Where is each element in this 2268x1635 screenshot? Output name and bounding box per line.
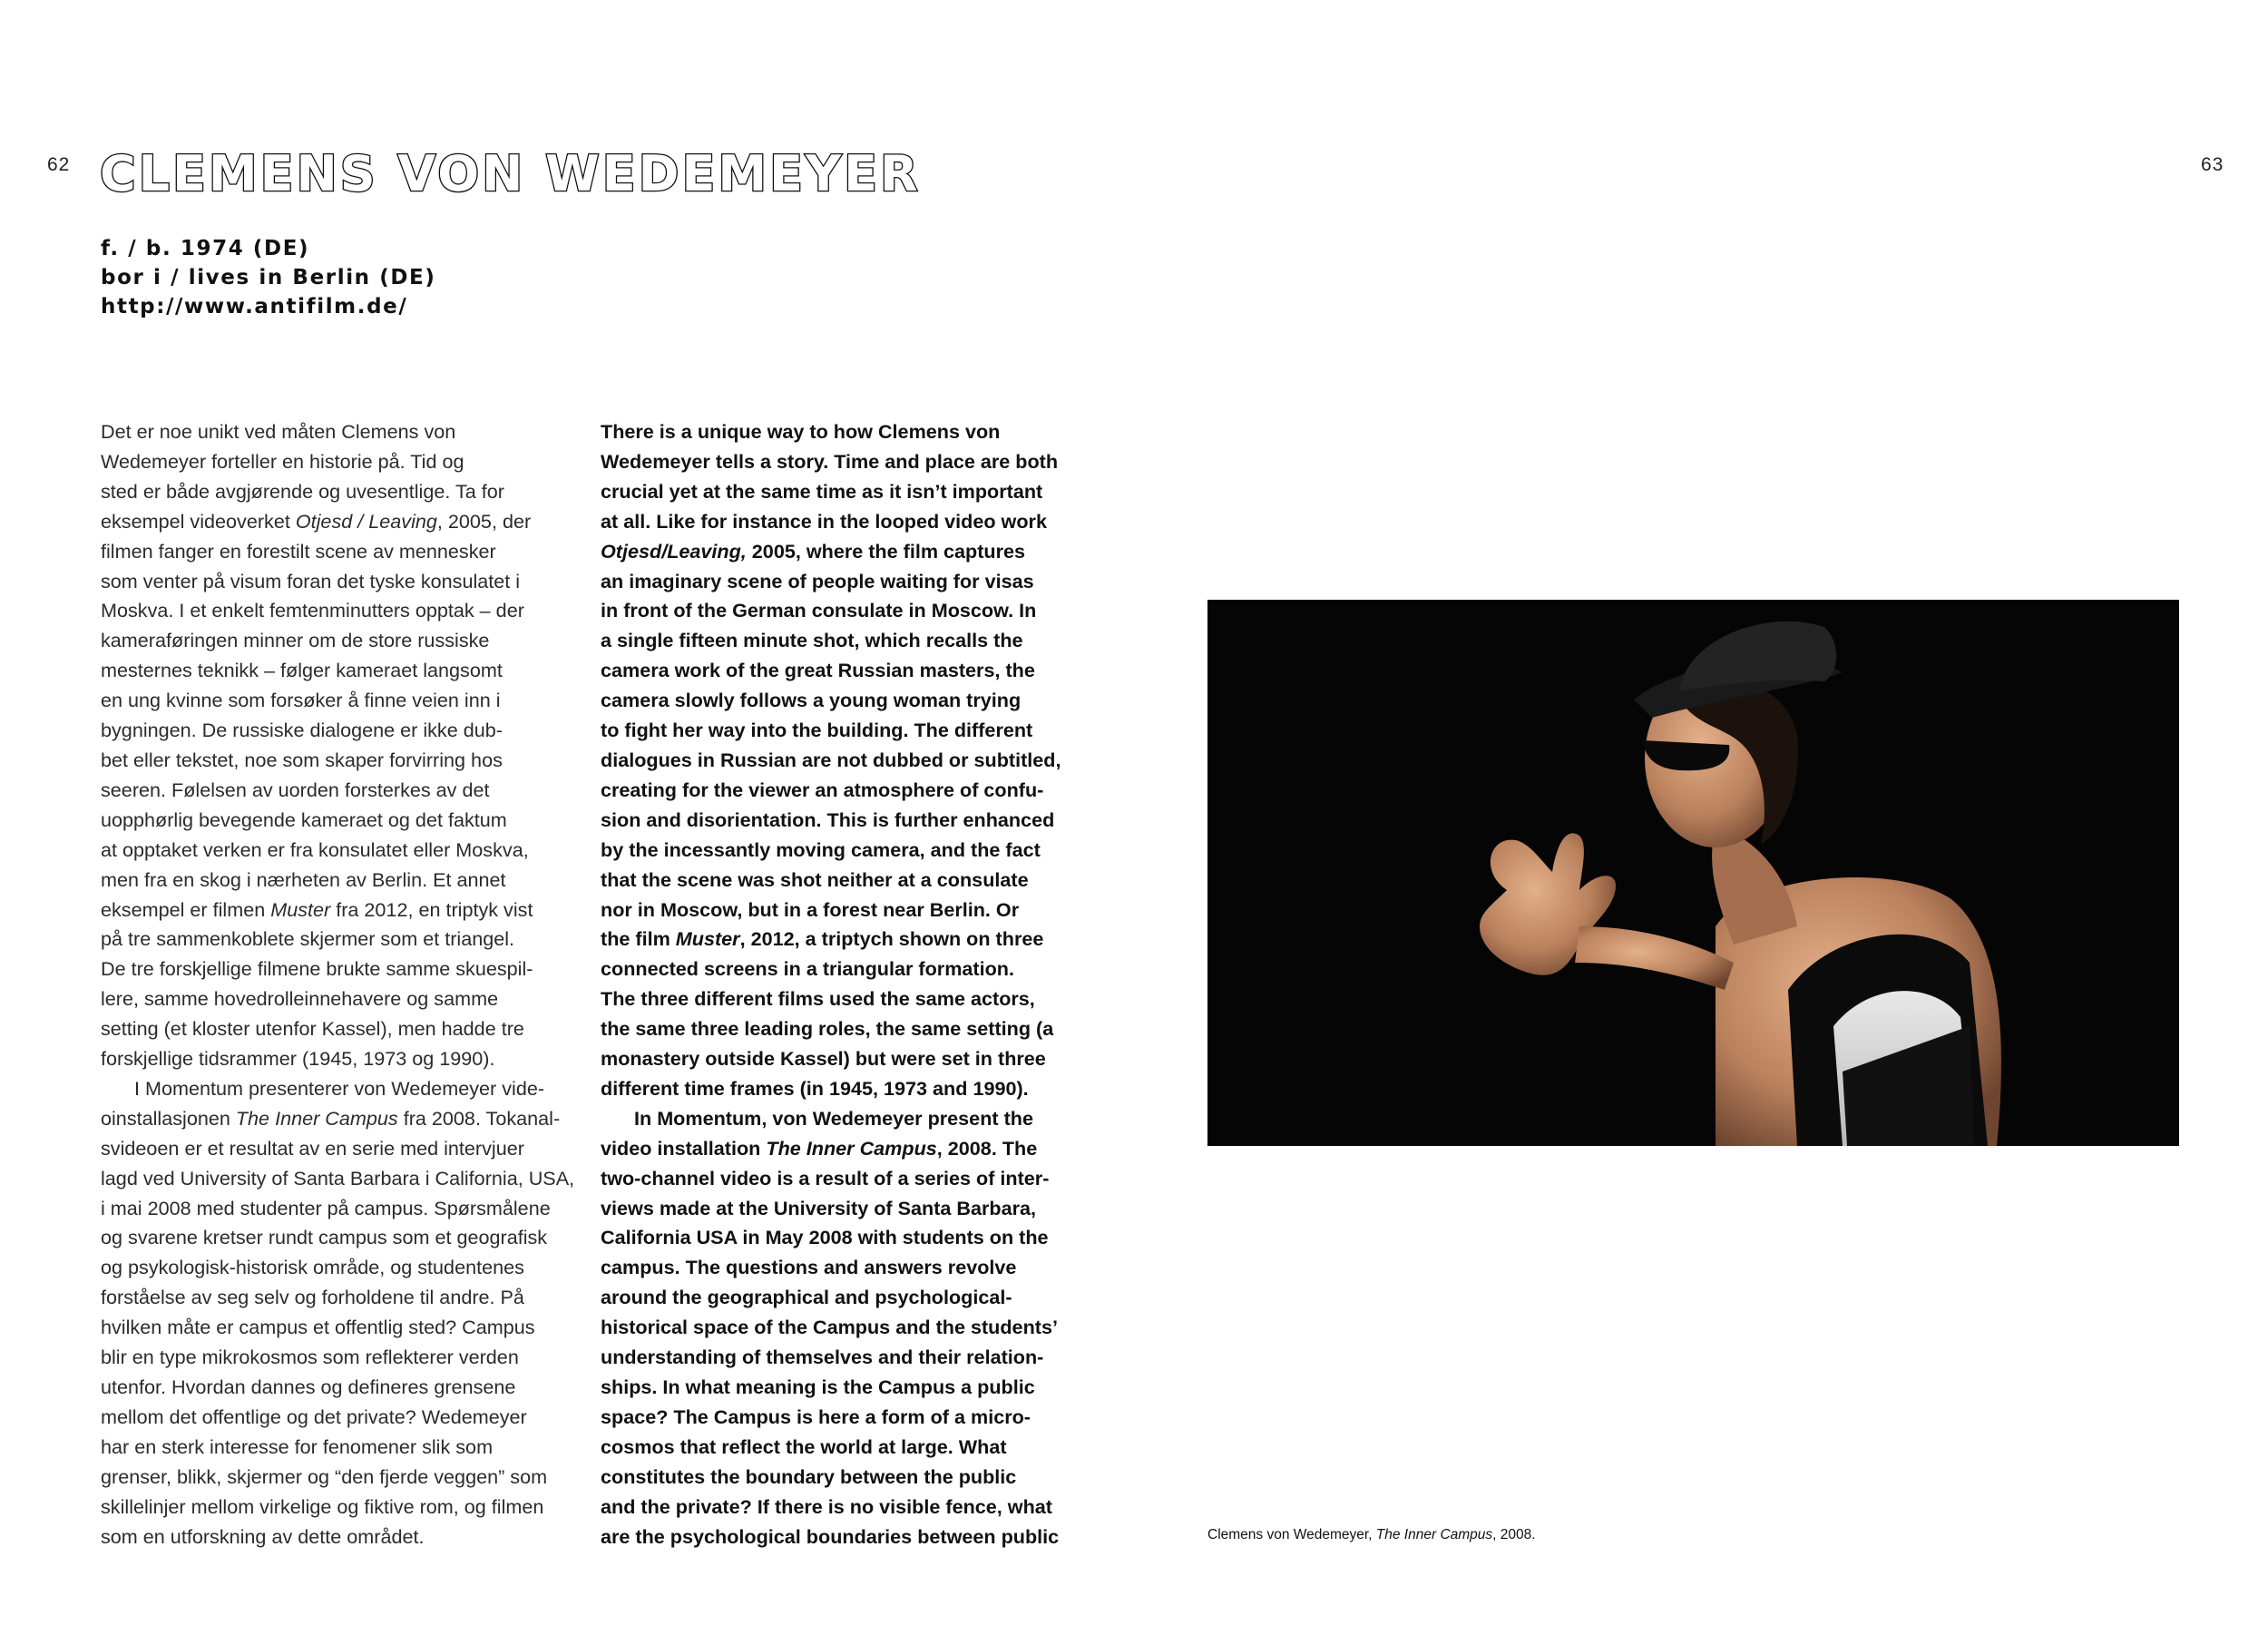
text-line xyxy=(601,1134,1090,1164)
artist-website-link[interactable]: http://www.antifilm.de/ xyxy=(101,295,408,318)
text-line: en ung kvinne som forsøker å finne veien inn i xyxy=(101,689,501,712)
text-line: blir en type mikrokosmos som reflekterer verden xyxy=(101,1346,519,1369)
text-line: in front of the German consulate in Moscow. In xyxy=(601,599,1037,622)
text-line: The three different films used the same actors, xyxy=(601,987,1035,1011)
text-line: sted er både avgjørende og uvesentlige. Ta for xyxy=(101,479,504,503)
text-line: that the scene was shot neither at a consulate xyxy=(601,867,1029,891)
text-line: forståelse av seg selv og forholdene til andre. På xyxy=(101,1286,524,1309)
artist-residence: bor i / lives in Berlin (DE) xyxy=(101,266,436,289)
text-fragment: eksempel videoverket xyxy=(101,509,296,533)
text-line: crucial yet at the same time as it isn’t important xyxy=(601,479,1043,503)
text-line: Det er noe unikt ved måten Clemens von xyxy=(101,420,456,443)
work-title-otjesd: Otjesd/Leaving, xyxy=(601,539,747,563)
page-number-left: 62 xyxy=(47,154,71,175)
english-paragraph-1 xyxy=(601,417,1090,1104)
text-line: ships. In what meaning is the Campus a public xyxy=(601,1376,1035,1398)
text-line: two-channel video is a result of a series of inter- xyxy=(601,1166,1050,1190)
caption-artist: Clemens von Wedemeyer, xyxy=(1207,1527,1376,1542)
text-fragment: the film xyxy=(601,927,676,951)
artist-birth: f. / b. 1974 (DE) xyxy=(101,237,310,260)
text-line: hvilken måte er campus et offentlig sted? Campus xyxy=(101,1316,535,1339)
text-line: camera work of the great Russian masters, the xyxy=(601,659,1035,682)
text-line: Moskva. I et enkelt femtenminutters opptak – der xyxy=(101,599,524,622)
text-line: are the psychological boundaries between public xyxy=(601,1524,1060,1548)
text-line: og svarene kretser rundt campus som et geografisk xyxy=(101,1226,548,1249)
text-line: campus. The questions and answers revolve xyxy=(601,1256,1017,1279)
text-line: California USA in May 2008 with students on the xyxy=(601,1226,1049,1249)
text-fragment: fra 2012, en triptyk vist xyxy=(330,897,533,921)
work-title-muster: Muster xyxy=(675,927,740,951)
text-line: constitutes the boundary between the public xyxy=(601,1464,1017,1488)
text-line: filmen fanger en forestilt scene av mennesker xyxy=(101,539,496,563)
text-line: space? The Campus is here a form of a micro- xyxy=(601,1405,1031,1428)
text-line: historical space of the Campus and the students’ xyxy=(601,1316,1058,1339)
text-line: uopphørlig bevegende kameraet og det faktum xyxy=(101,808,507,831)
artwork-video-still xyxy=(1207,600,2179,1146)
text-line: a single fifteen minute shot, which recalls the xyxy=(601,629,1023,652)
norwegian-text-column xyxy=(101,417,591,1552)
text-line: by the incessantly moving camera, and the fact xyxy=(601,837,1041,861)
artist-meta xyxy=(101,234,435,321)
text-line: utenfor. Hvordan dannes og defineres grensene xyxy=(101,1376,516,1398)
text-line: Wedemeyer tells a story. Time and place are both xyxy=(601,449,1059,473)
image-caption xyxy=(1207,1527,1536,1543)
text-fragment: eksempel er filmen xyxy=(101,897,271,921)
text-line: lagd ved University of Santa Barbara i California, USA, xyxy=(101,1166,575,1190)
text-line: svideoen er et resultat av en serie med intervjuer xyxy=(101,1136,524,1160)
text-line: the same three leading roles, the same setting (a xyxy=(601,1017,1054,1041)
text-fragment: oinstallasjonen xyxy=(101,1106,236,1130)
work-title-inner-campus: The Inner Campus xyxy=(766,1136,937,1160)
text-line: og psykologisk-historisk område, og studentenes xyxy=(101,1256,524,1279)
text-line: bet eller tekstet, noe som skaper forvirring hos xyxy=(101,748,503,771)
text-fragment: fra 2008. Tokanal- xyxy=(397,1106,561,1130)
text-line: camera slowly follows a young woman trying xyxy=(601,689,1022,712)
text-line: There is a unique way to how Clemens von xyxy=(601,420,1001,443)
text-line: setting (et kloster utenfor Kassel), men hadde tre xyxy=(101,1017,524,1041)
text-line: som en utforskning av dette området. xyxy=(101,1524,425,1548)
text-line xyxy=(101,1104,591,1134)
text-line: an imaginary scene of people waiting for visas xyxy=(601,569,1034,592)
text-line: connected screens in a triangular formation. xyxy=(601,957,1014,981)
text-line xyxy=(601,925,1090,955)
text-line: De tre forskjellige filmene brukte samme skuespil- xyxy=(101,957,533,981)
text-line: around the geographical and psychological- xyxy=(601,1286,1012,1309)
text-line: på tre sammenkoblete skjermer som et triangel. xyxy=(101,927,515,951)
english-paragraph-2 xyxy=(601,1104,1090,1552)
norwegian-paragraph-1 xyxy=(101,417,591,1074)
text-line: seeren. Følelsen av uorden forsterkes av det xyxy=(101,778,490,801)
text-line xyxy=(101,507,591,537)
text-fragment: 2005, where the film captures xyxy=(746,539,1026,563)
text-line xyxy=(601,537,1090,567)
text-fragment: , 2008. The xyxy=(936,1136,1038,1160)
text-line: har en sterk interesse for fenomener slik som xyxy=(101,1434,494,1458)
text-fragment: , 2012, a triptych shown on three xyxy=(739,927,1044,951)
text-line: to fight her way into the building. The different xyxy=(601,719,1033,742)
text-line: at opptaket verken er fra konsulatet eller Moskva, xyxy=(101,837,529,861)
text-line: mellom det offentlige og det private? Wedemeyer xyxy=(101,1405,527,1428)
text-line: understanding of themselves and their relation- xyxy=(601,1346,1044,1369)
text-line: i mai 2008 med studenter på campus. Spørsmålene xyxy=(101,1196,551,1219)
text-line: bygningen. De russiske dialogene er ikke dub- xyxy=(101,719,503,742)
caption-year: , 2008. xyxy=(1492,1527,1536,1542)
caption-title: The Inner Campus xyxy=(1375,1527,1493,1542)
text-line: grenser, blikk, skjermer og “den fjerde veggen” som xyxy=(101,1464,548,1488)
page-number-right: 63 xyxy=(2201,154,2224,175)
text-fragment: , 2005, der xyxy=(436,509,532,533)
text-line: sion and disorientation. This is further enhanced xyxy=(601,808,1055,831)
text-line: cosmos that reflect the world at large. What xyxy=(601,1434,1007,1458)
text-line: men fra en skog i nærheten av Berlin. Et annet xyxy=(101,867,506,891)
text-line: at all. Like for instance in the looped video work xyxy=(601,509,1047,533)
artist-name-heading: CLEMENS VON WEDEMEYER xyxy=(100,145,921,202)
work-title-inner-campus: The Inner Campus xyxy=(235,1106,398,1130)
text-line xyxy=(101,896,591,925)
text-line: lere, samme hovedrolleinnehavere og samme xyxy=(101,987,499,1011)
work-title-muster: Muster xyxy=(270,897,331,921)
text-line: skillelinjer mellom virkelige og fiktive rom, og filmen xyxy=(101,1494,544,1518)
text-fragment: video installation xyxy=(601,1136,767,1160)
text-line: Wedemeyer forteller en historie på. Tid og xyxy=(101,449,464,473)
text-line: nor in Moscow, but in a forest near Berlin. Or xyxy=(601,897,1020,921)
text-line: and the private? If there is no visible fence, what xyxy=(601,1494,1052,1518)
text-line: different time frames (in 1945, 1973 and 1990). xyxy=(601,1076,1029,1100)
text-line: In Momentum, von Wedemeyer present the xyxy=(634,1106,1033,1130)
text-line: views made at the University of Santa Barbara, xyxy=(601,1196,1037,1219)
english-text-column xyxy=(601,417,1090,1552)
text-line: I Momentum presenterer von Wedemeyer vide- xyxy=(134,1076,545,1100)
text-line: monastery outside Kassel) but were set in three xyxy=(601,1047,1046,1071)
norwegian-paragraph-2 xyxy=(101,1074,591,1552)
work-title-otjesd: Otjesd / Leaving xyxy=(295,509,437,533)
text-line: forskjellige tidsrammer (1945, 1973 og 1990). xyxy=(101,1047,495,1071)
text-line: mesternes teknikk – følger kameraet langsomt xyxy=(101,659,503,682)
text-line: som venter på visum foran det tyske konsulatet i xyxy=(101,569,521,592)
text-line: dialogues in Russian are not dubbed or subtitled, xyxy=(601,748,1061,771)
video-still-illustration xyxy=(1207,600,2179,1146)
text-line: kameraføringen minner om de store russiske xyxy=(101,629,490,652)
text-line: creating for the viewer an atmosphere of confu- xyxy=(601,778,1044,801)
